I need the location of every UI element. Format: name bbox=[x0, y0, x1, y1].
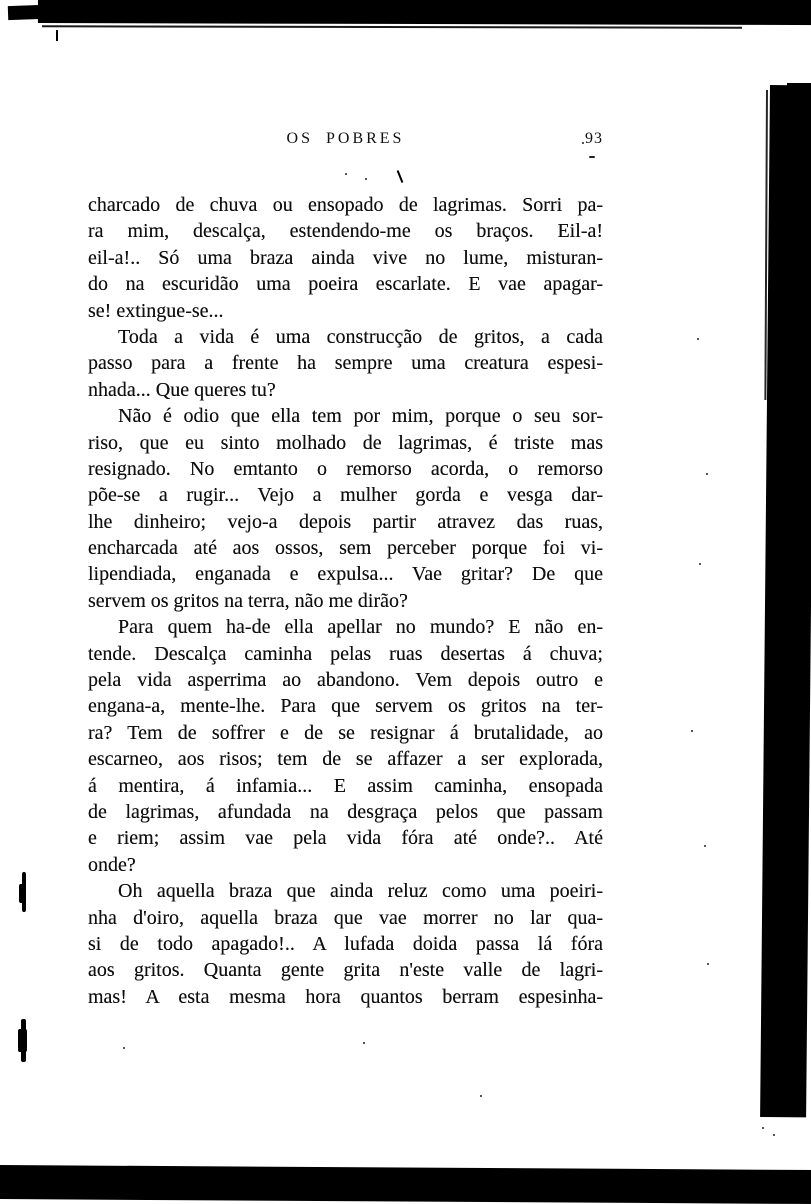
text-line: aos gritos. Quanta gente grita n'este valle de lagri- bbox=[88, 959, 603, 982]
scan-artifact-top-tick bbox=[56, 30, 58, 41]
text-line: Toda a vida é uma construcção de gritos, a cada bbox=[118, 325, 603, 348]
text-line: lipendiada, enganada e expulsa... Vae gritar? De que bbox=[88, 563, 603, 586]
scan-artifact-top-edge-left bbox=[8, 4, 70, 20]
text-line: e riem; assim vae pela vida fóra até onde?.. Até bbox=[88, 827, 603, 850]
text-line: resignado. No emtanto o remorso acorda, o remorso bbox=[88, 457, 603, 480]
margin-ink-mark bbox=[19, 884, 26, 903]
text-line: mas! A esta mesma hora quantos berram espesinha- bbox=[88, 985, 603, 1008]
paragraph bbox=[88, 324, 603, 403]
text-line: Para quem ha-de ella apellar no mundo? E não en- bbox=[118, 616, 603, 639]
scan-artifact-right-edge-cap bbox=[787, 83, 811, 105]
ink-speckle bbox=[589, 156, 595, 158]
text-line: ra mim, descalça, estendendo-me os braços. Eil-a! bbox=[88, 220, 603, 243]
ink-speckle bbox=[480, 1095, 482, 1097]
ink-speckle bbox=[363, 1042, 365, 1044]
text-line: escarneo, aos risos; tem de se affazer a ser explorada, bbox=[88, 748, 603, 771]
page-body bbox=[88, 192, 603, 1010]
text-line: servem os gritos na terra, não me dirão? bbox=[88, 589, 408, 612]
text-line: de lagrimas, afundada na desgraça pelos que passam bbox=[88, 800, 603, 823]
text-line: do na escuridão uma poeira escarlate. E vae apagar- bbox=[88, 273, 603, 296]
text-line: eil-a!.. Só uma braza ainda vive no lume, misturan- bbox=[88, 246, 603, 269]
scan-artifact-top-edge bbox=[38, 0, 811, 25]
ink-speckle bbox=[706, 473, 708, 475]
running-header bbox=[88, 130, 603, 152]
ink-speckle bbox=[704, 845, 706, 847]
ink-speckle bbox=[365, 178, 367, 180]
ink-speckle bbox=[699, 563, 701, 565]
paragraph bbox=[88, 878, 603, 1010]
paragraph bbox=[88, 403, 603, 614]
text-line: nha d'oiro, aquella braza que vae morrer no lar qua- bbox=[88, 906, 603, 929]
text-line: lhe dinheiro; vejo-a depois partir atravez das ruas, bbox=[88, 510, 603, 533]
ink-speckle bbox=[707, 963, 709, 965]
ink-speckle bbox=[345, 173, 347, 175]
scan-artifact-bottom-edge bbox=[0, 1165, 811, 1204]
margin-ink-mark bbox=[18, 1029, 27, 1052]
running-header-title: OS POBRES bbox=[286, 130, 405, 147]
text-line: pela vida asperrima ao abandono. Vem depois outro e bbox=[88, 669, 603, 692]
scan-artifact-top-hairline bbox=[42, 25, 742, 28]
ink-speckle bbox=[123, 1047, 125, 1049]
text-line: nhada... Que queres tu? bbox=[88, 378, 276, 401]
page-number: 93 bbox=[585, 130, 603, 147]
text-line: Oh aquella braza que ainda reluz como uma poeiri- bbox=[118, 880, 603, 903]
ink-speckle bbox=[691, 730, 693, 732]
ink-speckle bbox=[697, 338, 699, 340]
text-line: encharcada até aos ossos, sem perceber porque foi vi- bbox=[88, 537, 603, 560]
text-line: se! extingue-se... bbox=[88, 299, 224, 322]
text-line: tende. Descalça caminha pelas ruas desertas á chuva; bbox=[88, 642, 603, 665]
ink-speckle bbox=[762, 1127, 764, 1129]
text-line: á mentira, á infamia... E assim caminha, ensopada bbox=[88, 774, 603, 797]
text-line: põe-se a rugir... Vejo a mulher gorda e vesga dar- bbox=[88, 484, 603, 507]
text-line: si de todo apagado!.. A lufada doida passa lá fóra bbox=[88, 932, 603, 955]
scan-artifact-right-edge bbox=[760, 85, 811, 1117]
paragraph bbox=[88, 192, 603, 324]
text-line: riso, que eu sinto molhado de lagrimas, é triste mas bbox=[88, 431, 603, 454]
text-line: passo para a frente ha sempre uma creatura espesi- bbox=[88, 352, 603, 375]
text-line: engana-a, mente-lhe. Para que servem os gritos na ter- bbox=[88, 695, 603, 718]
paragraph bbox=[88, 614, 603, 878]
text-line: Não é odio que ella tem por mim, porque o seu sor- bbox=[118, 405, 603, 428]
ink-speckle-slash bbox=[397, 170, 404, 183]
text-line: charcado de chuva ou ensopado de lagrimas. Sorri pa- bbox=[88, 194, 603, 216]
text-line: ra? Tem de soffrer e de se resignar á brutalidade, ao bbox=[88, 721, 603, 744]
ink-speckle bbox=[773, 1134, 775, 1136]
text-line: onde? bbox=[88, 853, 136, 876]
